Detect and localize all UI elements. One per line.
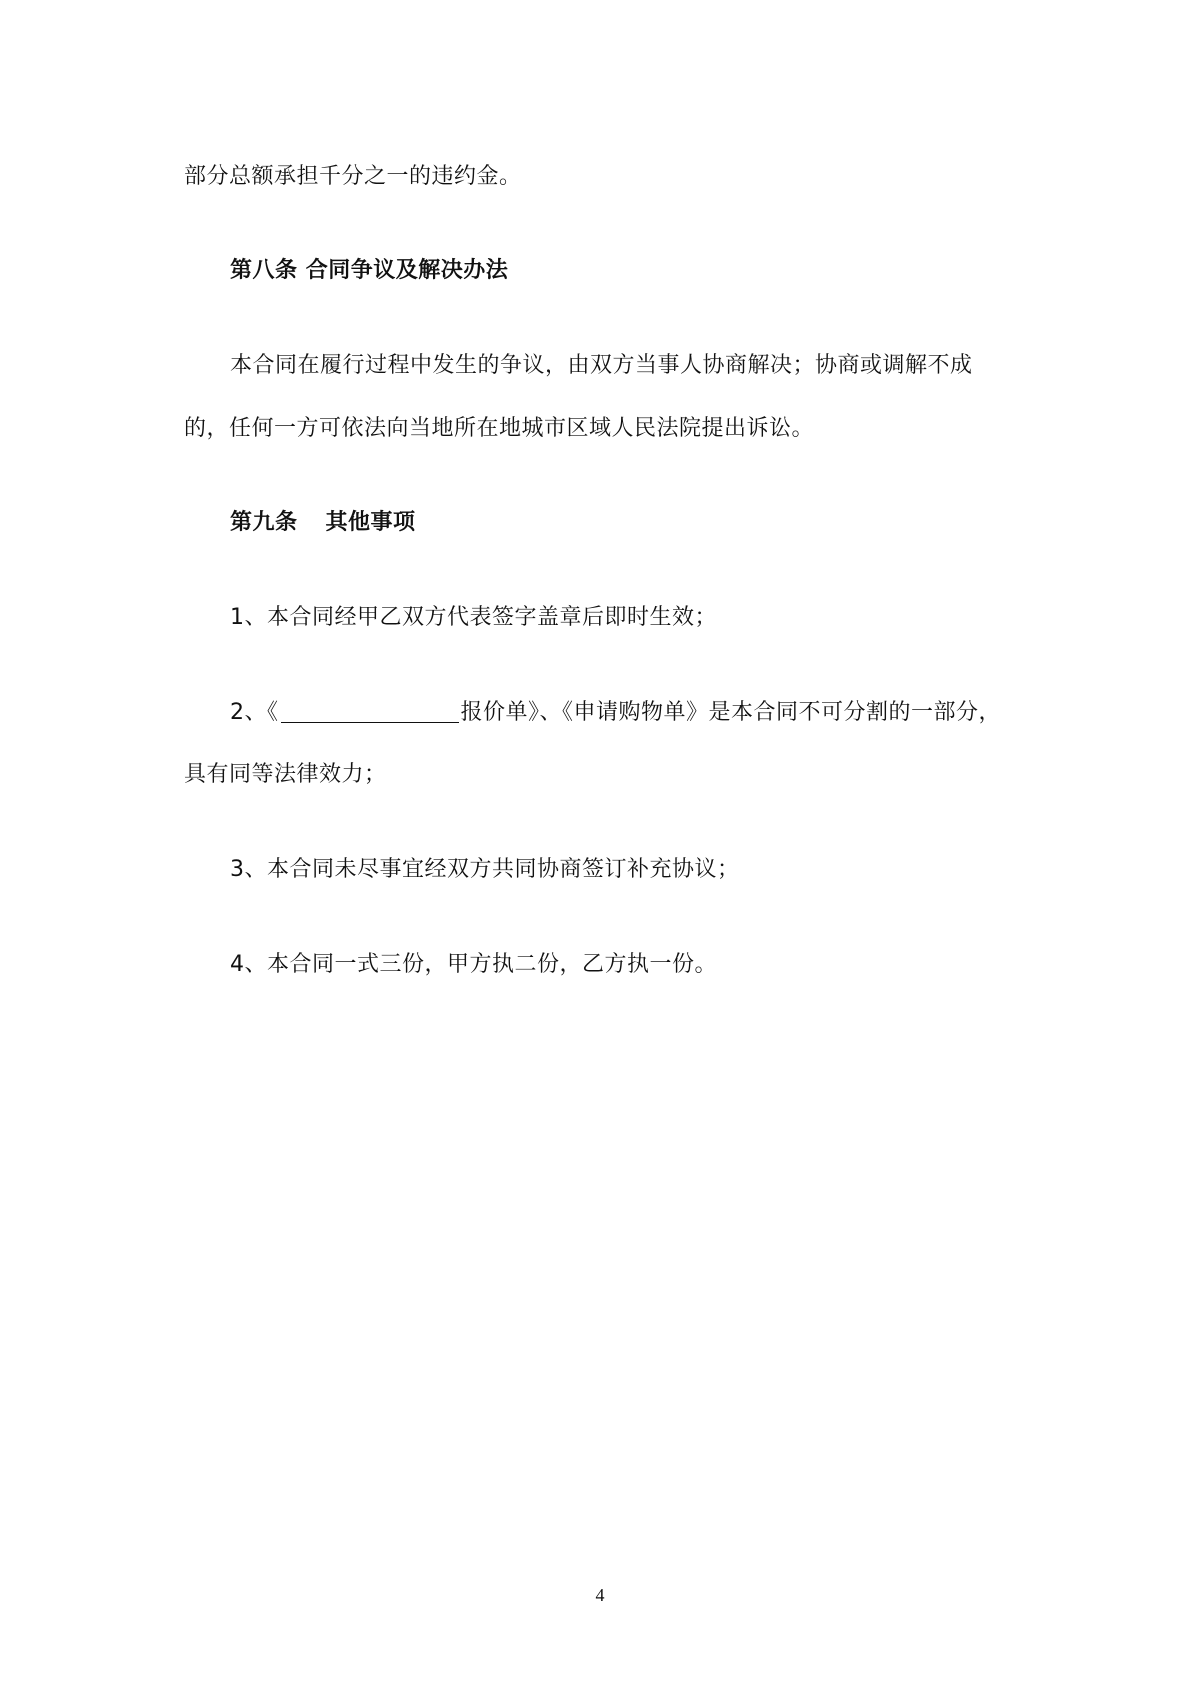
article-9-item-3: 3、本合同未尽事宜经双方共同协商签订补充协议； bbox=[230, 857, 740, 882]
article-8-body-line-2: 的，任何一方可依法向当地所在地城市区域人民法院提出诉讼。 bbox=[184, 416, 815, 441]
item-2-suffix: 报价单》、《申请购物单》是本合同不可分割的一部分， bbox=[460, 700, 1002, 725]
continuation-paragraph: 部分总额承担千分之一的违约金。 bbox=[184, 164, 522, 189]
page-number: 4 bbox=[595, 1585, 605, 1605]
article-9-item-2 bbox=[230, 698, 1001, 728]
article-9-item-1: 1、本合同经甲乙双方代表签字盖章后即时生效； bbox=[230, 605, 717, 630]
article-8-title: 合同争议及解决办法 bbox=[305, 258, 509, 283]
article-9-title: 其他事项 bbox=[325, 510, 416, 535]
article-9-heading bbox=[230, 508, 416, 538]
item-2-prefix: 2、《 bbox=[230, 700, 279, 725]
article-9-item-2-line-2: 具有同等法律效力； bbox=[184, 762, 387, 787]
article-8-heading bbox=[230, 256, 508, 286]
article-9-number: 第九条 bbox=[230, 510, 298, 535]
article-8-number: 第八条 bbox=[230, 258, 298, 283]
article-9-item-4: 4、本合同一式三份，甲方执二份，乙方执一份。 bbox=[230, 952, 717, 977]
quotation-name-blank-field bbox=[281, 700, 459, 723]
article-8-body-line-1: 本合同在履行过程中发生的争议，由双方当事人协商解决；协商或调解不成 bbox=[230, 353, 973, 378]
